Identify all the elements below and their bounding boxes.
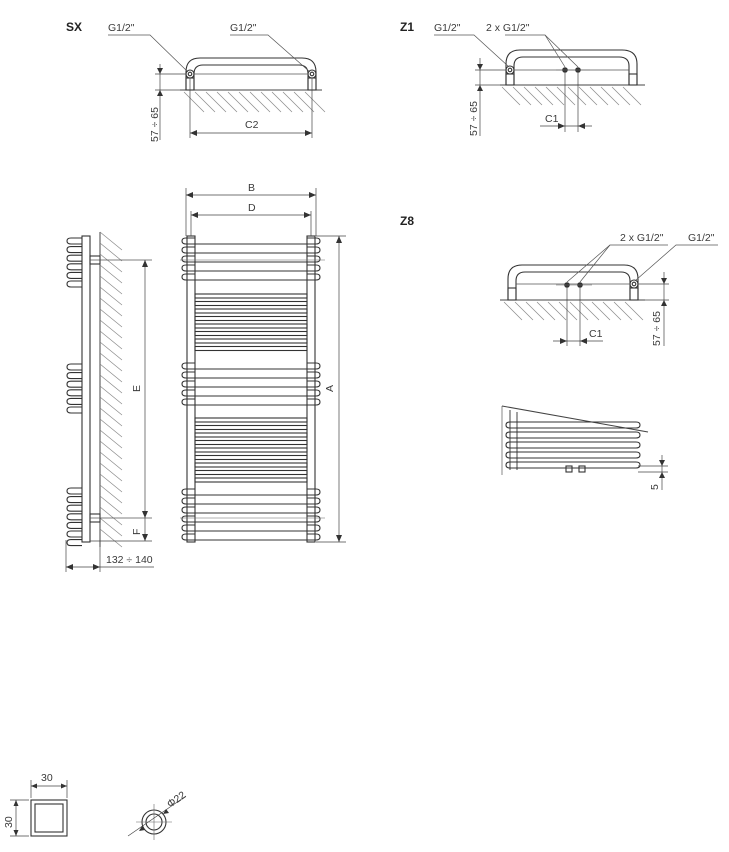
- z8-left-connector: [508, 288, 516, 300]
- z1-rail-outline: [506, 50, 637, 85]
- z8-side-tube: [506, 442, 640, 448]
- z8-right-connection-label: G1/2": [688, 232, 715, 244]
- z1-c1-label: C1: [545, 113, 559, 125]
- sx-title: SX: [66, 20, 83, 34]
- z1-left-connection-label: G1/2": [434, 22, 461, 34]
- side-tube-hook: [67, 238, 82, 244]
- z8-offset-label: 5: [649, 484, 661, 490]
- front-flat-bar: [195, 339, 307, 343]
- z8-rail-outline: [508, 265, 638, 300]
- front-flat-bar: [195, 433, 307, 437]
- front-flat-bar: [195, 324, 307, 328]
- front-loop-bar: [182, 363, 320, 369]
- front-loop-bar: [182, 390, 320, 396]
- round-diameter-label: Φ22: [164, 789, 189, 811]
- z1-right-connector: [629, 74, 637, 85]
- front-flat-bar: [195, 317, 307, 321]
- front-flat-bar: [195, 456, 307, 460]
- front-loop-bar: [182, 265, 320, 271]
- side-tube-hook: [67, 364, 82, 370]
- front-loop-bar: [182, 534, 320, 540]
- side-tube-hook: [67, 488, 82, 494]
- front-flat-bar: [195, 448, 307, 452]
- front-loop-bar: [182, 238, 320, 244]
- front-flat-bar: [195, 347, 307, 351]
- front-view: [180, 182, 346, 542]
- front-loop-bar: [182, 247, 320, 253]
- side-tube-hook: [67, 247, 82, 253]
- sx-view: [66, 20, 325, 142]
- front-flat-bar: [195, 478, 307, 482]
- z8-right-valve: [630, 280, 638, 288]
- side-tube-hook: [67, 522, 82, 528]
- front-flat-bar: [195, 426, 307, 430]
- front-loop-bar: [182, 489, 320, 495]
- side-tube-hook: [67, 381, 82, 387]
- side-tube-hook: [67, 373, 82, 379]
- front-loop-bar: [182, 507, 320, 513]
- side-tube-hook: [67, 531, 82, 537]
- z8-side-tube: [506, 462, 640, 468]
- front-loop-bar: [182, 274, 320, 280]
- side-tube-hook: [67, 281, 82, 287]
- z1-height-label: 57 ÷ 65: [468, 101, 480, 136]
- z1-view: [400, 20, 645, 136]
- side-tube-hook: [67, 255, 82, 261]
- front-flat-bar: [195, 441, 307, 445]
- front-flat-bar: [195, 418, 307, 422]
- z1-left-valve: [506, 66, 514, 74]
- dim-f-label: F: [131, 528, 143, 535]
- front-loop-bar: [182, 516, 320, 522]
- front-left-collector: [187, 236, 195, 542]
- front-flat-bar: [195, 302, 307, 306]
- square-profile-outer: [31, 800, 67, 836]
- dim-a-label: A: [324, 384, 336, 392]
- side-tube-hook: [67, 540, 82, 546]
- front-loop-bar: [182, 498, 320, 504]
- dim-d-label: D: [248, 202, 256, 214]
- sx-right-connection-label: G1/2": [230, 22, 257, 34]
- front-flat-bar: [195, 309, 307, 313]
- side-collector: [82, 236, 90, 542]
- dim-e-label: E: [131, 384, 143, 392]
- side-tube-hook: [67, 264, 82, 270]
- z8-wall-hatch: [500, 300, 645, 320]
- z8-height-label: 57 ÷ 65: [651, 311, 663, 346]
- square-width-label: 30: [41, 772, 53, 784]
- front-loop-bar: [182, 256, 320, 262]
- front-flat-bar: [195, 471, 307, 475]
- square-profile: [3, 772, 67, 836]
- side-tube-hook: [67, 272, 82, 278]
- dim-depth-label: 132 ÷ 140: [106, 554, 153, 566]
- sx-wall-hatch: [180, 90, 325, 112]
- square-height-label: 30: [3, 816, 15, 828]
- front-loop-bar: [182, 399, 320, 405]
- front-flat-bar: [195, 332, 307, 336]
- z8-side-tube: [506, 432, 640, 438]
- side-view: [66, 232, 154, 572]
- square-profile-inner: [35, 804, 63, 832]
- front-flat-bar: [195, 294, 307, 298]
- sx-height-label: 57 ÷ 65: [149, 107, 161, 142]
- side-tube-hook: [67, 505, 82, 511]
- z8-double-connection-label: 2 x G1/2": [620, 232, 664, 244]
- z1-title: Z1: [400, 20, 415, 34]
- sx-c2-label: C2: [245, 119, 259, 131]
- front-loop-bar: [182, 525, 320, 531]
- z1-double-connection-label: 2 x G1/2": [486, 22, 530, 34]
- z8-side-tube: [506, 452, 640, 458]
- side-tube-hook: [67, 497, 82, 503]
- sx-left-connection-label: G1/2": [108, 22, 135, 34]
- side-tube-hook: [67, 514, 82, 520]
- z8-side-detail: [502, 406, 668, 490]
- side-tube-hook: [67, 390, 82, 396]
- z8-title: Z8: [400, 214, 415, 228]
- front-loop-bar: [182, 381, 320, 387]
- side-tube-hook: [67, 407, 82, 413]
- z8-view: [400, 214, 718, 346]
- z8-c1-label: C1: [589, 328, 603, 340]
- z8-right-connector: [630, 288, 638, 300]
- dim-b-label: B: [248, 182, 256, 194]
- z1-left-connector: [506, 74, 514, 85]
- front-flat-bar: [195, 463, 307, 467]
- z1-wall-hatch: [500, 85, 645, 105]
- side-tube-hook: [67, 398, 82, 404]
- round-profile: [128, 789, 188, 840]
- front-loop-bar: [182, 372, 320, 378]
- front-right-collector: [307, 236, 315, 542]
